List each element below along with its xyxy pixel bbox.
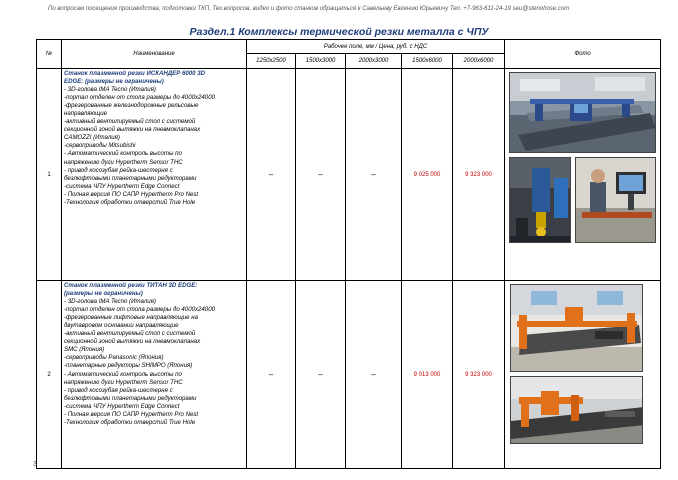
header-no: № bbox=[37, 40, 62, 69]
header-work-area: Рабочее поле, мм / Цена, руб. с НДС bbox=[247, 40, 505, 54]
row-description: Станок плазменной резки ТИТАН 3D EDGE: (размеры не ограничены) - 3D-голова IMA Tecno (Италия) -портал отделен от стола размеры до 4000х24000 -фрезерованные лифтовые направляющие на двутавровом основании направляющие -активный вентилируемый стол с системой секционной зоной вытяжки на пневмоклапанах SMC (Япония) -сервоприводы Panasonic (Япония) -планетарные редукторы SHIMPO (Япония) - Автоматический контроль высоты по напряжению дуги Hypertherm Sensor THC - привод косозубая рейка-шестерня с безлюфтовыми планетарными редукторами -система ЧПУ Hypertherm Edge Connect - Полная версия ПО САПР Hypertherm Pro Nest -Технология обработки отверстий True Hole bbox=[62, 281, 247, 469]
row-number: 2 bbox=[37, 281, 62, 469]
size-1250x2500: 1250х2500 bbox=[247, 54, 296, 69]
price-2000x6000: 9 323 000 bbox=[453, 281, 505, 469]
price-1250x2500: – bbox=[247, 281, 296, 469]
price-2000x6000: 9 323 000 bbox=[453, 69, 505, 281]
photo-cell bbox=[505, 69, 661, 281]
price-1500x6000: 9 025 000 bbox=[402, 69, 453, 281]
operator-photo bbox=[575, 157, 656, 243]
price-1500x3000: – bbox=[296, 281, 346, 469]
header-name: Наименование bbox=[62, 40, 247, 69]
row-description: Станок плазменной резки ИСКАНДЕР 6000 3D EDGE: (размеры не ограничены) - 3D-голова IMA Tecno (Италия) -портал отделен от стола размеры до 4000х24000 -фрезерованные железнодорожные рельсовые направляющие -активный вентилируемый стол с системой секционной зоной вытяжки на пневмоклапанах CAMOZZI (Италия) -сервоприводы Mitsubishi - Автоматический контроль высоты по напряжению дуги Hypertherm Sensor THC - привод косозубая рейка-шестерня с безлюфтовыми планетарными редукторами -система ЧПУ Hypertherm Edge Connect - Полная версия ПО САПР Hypertherm Pro Nest -Технология обработки отверстий True Hole bbox=[62, 69, 247, 281]
table-row bbox=[37, 281, 661, 469]
price-table bbox=[36, 39, 661, 469]
machine-photo-2 bbox=[510, 376, 643, 444]
size-1500x6000: 1500х6000 bbox=[402, 54, 453, 69]
header-photo: Фото bbox=[505, 40, 661, 69]
size-2000x6000: 2000х6000 bbox=[453, 54, 505, 69]
row-number: 1 bbox=[37, 69, 62, 281]
price-1250x2500: – bbox=[247, 69, 296, 281]
machine-photo bbox=[509, 72, 656, 153]
machine-photo bbox=[510, 284, 643, 372]
header-note: По вопросам посещения производства, подготовки ТКП, Тех.вопросов, видео и фото станков обращаться к Савельеву Евгению Юрьевичу Тел. +7-963-611-24-19 seu@stenohose.com bbox=[48, 6, 570, 12]
page-number: 3 bbox=[33, 461, 37, 468]
section-title: Раздел.1 Комплексы термической резки металла с ЧПУ bbox=[189, 26, 489, 38]
price-1500x6000: 9 013 000 bbox=[402, 281, 453, 469]
table-row bbox=[37, 69, 661, 281]
price-2000x3000: – bbox=[346, 281, 402, 469]
size-2000x3000: 2000х3000 bbox=[346, 54, 402, 69]
photo-cell bbox=[505, 281, 661, 469]
torch-photo bbox=[509, 157, 571, 243]
size-1500x3000: 1500х3000 bbox=[296, 54, 346, 69]
price-2000x3000: – bbox=[346, 69, 402, 281]
price-1500x3000: – bbox=[296, 69, 346, 281]
